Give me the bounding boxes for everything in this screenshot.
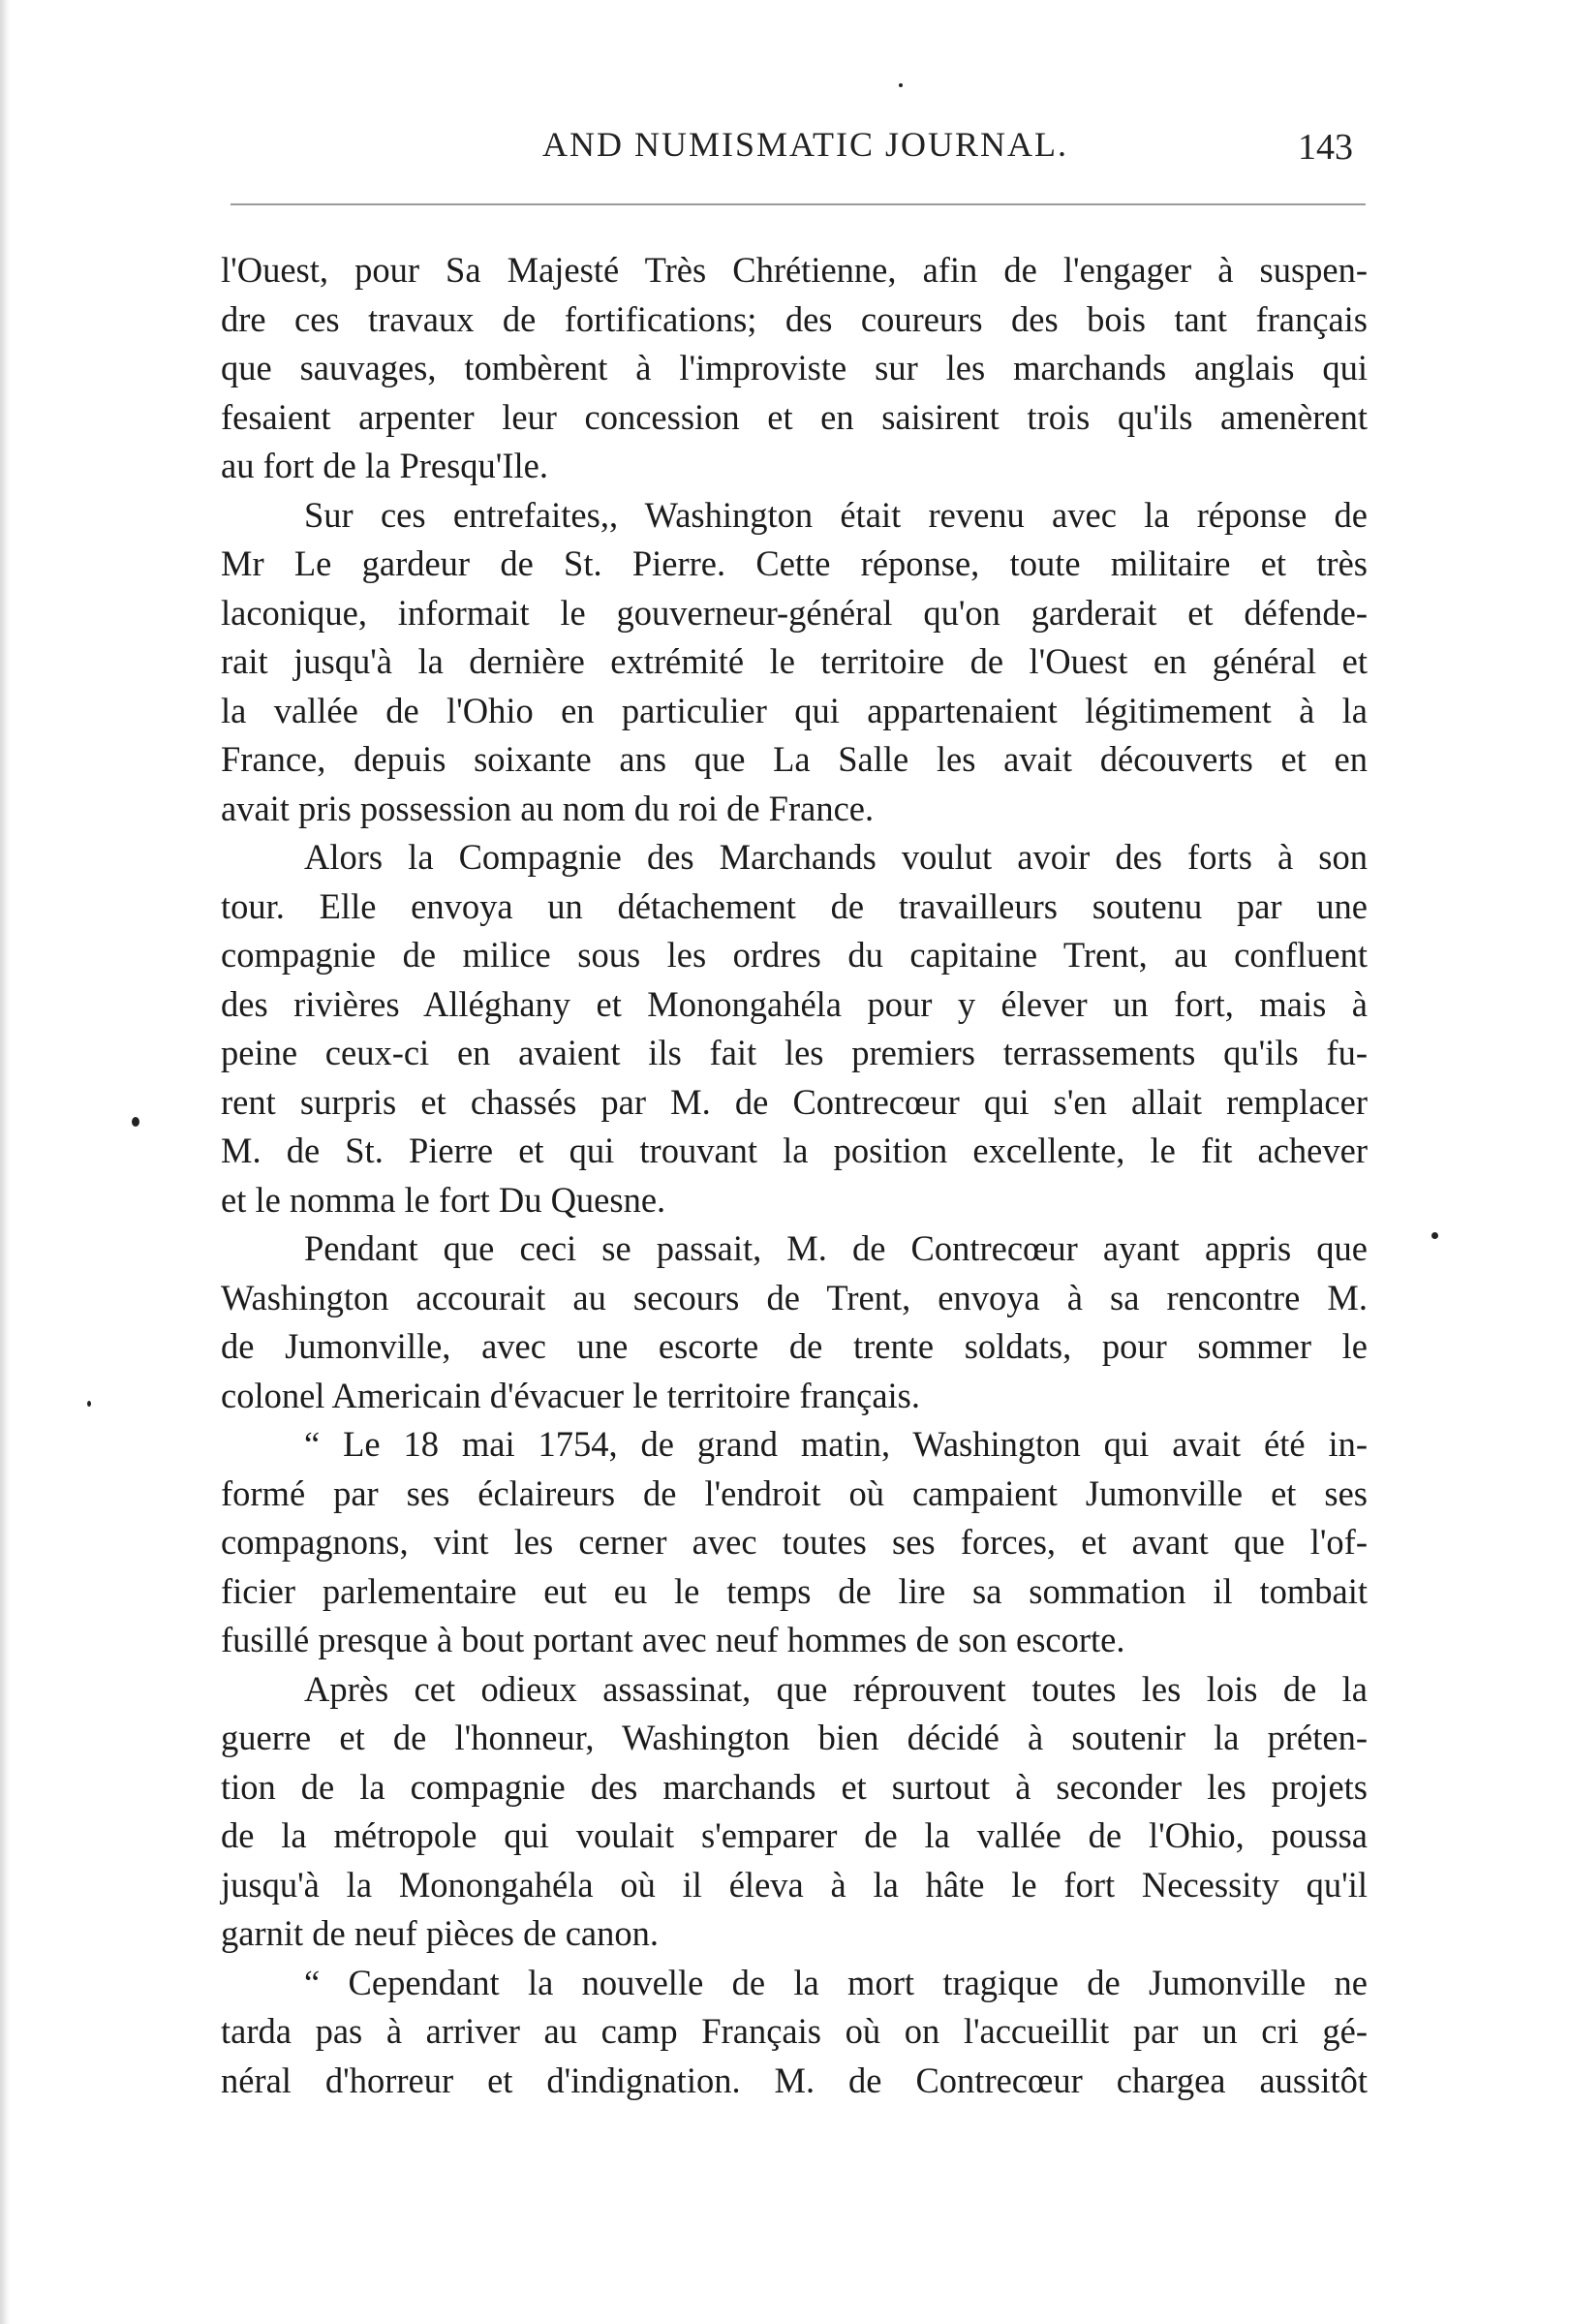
text-line: Washington accourait au secours de Trent, envoya à sa rencontre M.	[221, 1277, 1368, 1317]
text-line: et le nomma le fort Du Quesne.	[221, 1179, 666, 1220]
running-head: AND NUMISMATIC JOURNAL.	[542, 125, 1069, 164]
text-line: fesaient arpenter leur concession et en saisirent trois qu'ils amenèrent	[221, 396, 1368, 437]
text-line: Après cet odieux assassinat, que réprouvent toutes les lois de la	[304, 1668, 1368, 1709]
text-line: de Jumonville, avec une escorte de trente soldats, pour sommer le	[221, 1326, 1368, 1366]
text-line: l'Ouest, pour Sa Majesté Très Chrétienne, afin de l'engager à suspen-	[221, 250, 1368, 290]
text-line: M. de St. Pierre et qui trouvant la position excellente, le fit achever	[221, 1131, 1368, 1170]
text-line: avait pris possession au nom du roi de France.	[221, 788, 875, 828]
text-line: des rivières Alléghany et Monongahéla pour y élever un fort, mais à	[221, 983, 1368, 1024]
text-line: compagnie de milice sous les ordres du capitaine Trent, au confluent	[221, 935, 1368, 975]
text-line: tour. Elle envoya un détachement de travailleurs soutenu par une	[221, 885, 1368, 926]
text-line: “ Le 18 mai 1754, de grand matin, Washington qui avait été in-	[304, 1424, 1368, 1464]
ink-speck	[87, 1401, 91, 1407]
text-line: Pendant que ceci se passait, M. de Contrecœur ayant appris que	[304, 1228, 1368, 1268]
text-line: que sauvages, tombèrent à l'improviste sur les marchands anglais qui	[221, 348, 1368, 387]
text-line: Mr Le gardeur de St. Pierre. Cette réponse, toute militaire et très	[221, 543, 1368, 583]
text-line: la vallée de l'Ohio en particulier qui appartenaient légitimement à la	[221, 690, 1368, 730]
ink-speck	[899, 83, 903, 87]
text-line: “ Cependant la nouvelle de la mort tragique de Jumonville ne	[304, 1962, 1368, 2002]
text-line: Sur ces entrefaites,, Washington était revenu avec la réponse de	[304, 494, 1368, 535]
text-line: colonel Americain d'évacuer le territoire français.	[221, 1375, 921, 1415]
text-line: dre ces travaux de fortifications; des coureurs des bois tant français	[221, 298, 1368, 339]
text-line: garnit de neuf pièces de canon.	[221, 1913, 659, 1953]
text-line: néral d'horreur et d'indignation. M. de Contrecœur chargea aussitôt	[221, 2060, 1368, 2100]
text-line: compagnons, vint les cerner avec toutes ses forces, et avant que l'of-	[221, 1522, 1368, 1562]
scan-edge-shadow	[0, 0, 10, 2324]
text-line: rent surpris et chassés par M. de Contrecœur qui s'en allait remplacer	[221, 1081, 1368, 1122]
body-text	[221, 246, 1368, 2105]
text-line: rait jusqu'à la dernière extrémité le territoire de l'Ouest en général et	[221, 641, 1368, 681]
text-line: France, depuis soixante ans que La Salle les avait découverts et en	[221, 739, 1368, 779]
text-line: tarda pas à arriver au camp Français où on l'accueillit par un cri gé-	[221, 2011, 1368, 2051]
text-line: guerre et de l'honneur, Washington bien décidé à soutenir la préten-	[221, 1718, 1368, 1757]
ink-speck	[132, 1117, 139, 1127]
ink-speck	[1431, 1232, 1438, 1239]
text-line: au fort de la Presqu'Ile.	[221, 446, 548, 485]
text-line: laconique, informait le gouverneur-général qu'on garderait et défende-	[221, 592, 1368, 633]
text-line: de la métropole qui voulait s'emparer de la vallée de l'Ohio, poussa	[221, 1815, 1368, 1855]
text-line: ficier parlementaire eut eu le temps de lire sa sommation il tombait	[221, 1570, 1368, 1611]
text-line: peine ceux-ci en avaient ils fait les premiers terrassements qu'ils fu-	[221, 1033, 1368, 1072]
text-line: formé par ses éclaireurs de l'endroit où campaient Jumonville et ses	[221, 1472, 1368, 1513]
text-line: jusqu'à la Monongahéla où il éleva à la hâte le fort Necessity qu'il	[221, 1864, 1368, 1905]
text-line: fusillé presque à bout portant avec neuf hommes de son escorte.	[221, 1620, 1125, 1659]
page-number: 143	[1298, 127, 1353, 168]
text-line: tion de la compagnie des marchands et surtout à seconder les projets	[221, 1766, 1368, 1807]
text-line: Alors la Compagnie des Marchands voulut avoir des forts à son	[304, 837, 1368, 877]
header-rule	[231, 203, 1366, 205]
